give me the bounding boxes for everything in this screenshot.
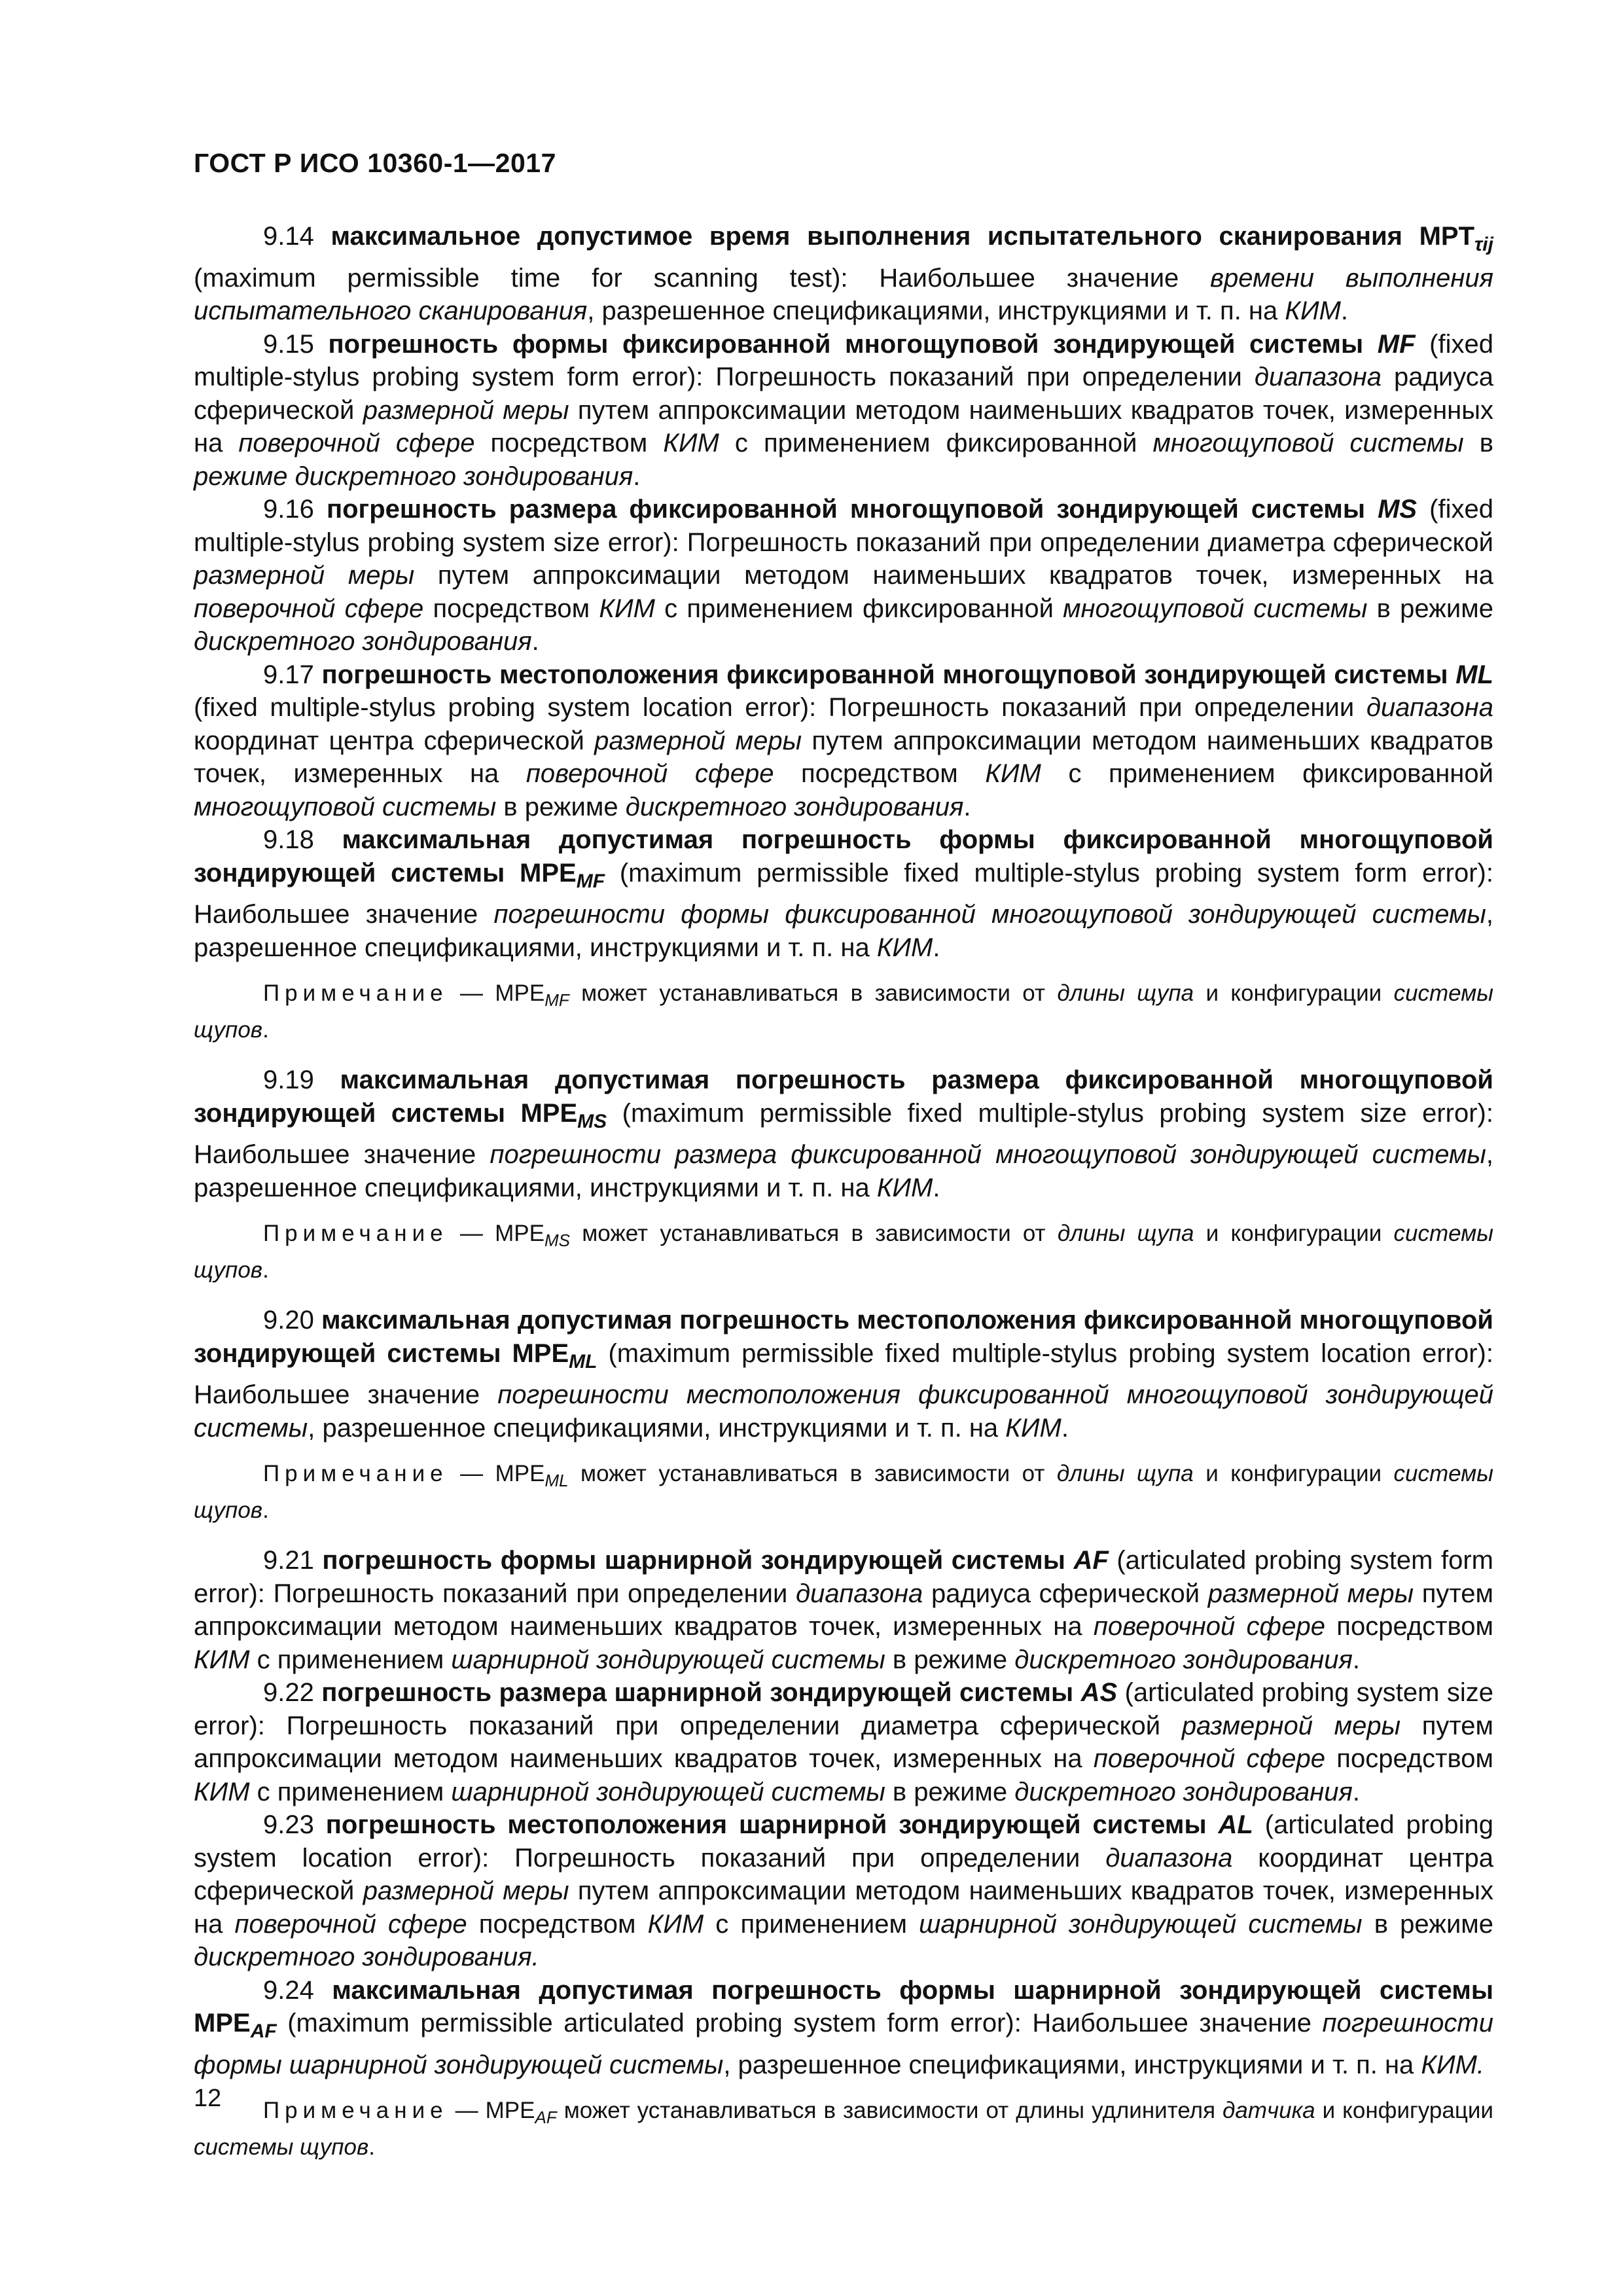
term-symbol: MS: [1378, 495, 1418, 524]
italic-term-ref: длины щупа: [1057, 1221, 1194, 1246]
italic-term-ref: дискретного зондирования: [625, 792, 964, 821]
italic-term-ref: времени выполнения испытательного сканирования: [194, 263, 1493, 325]
text-run: посредством: [1325, 1612, 1494, 1641]
italic-term-ref: режиме дискретного зондирования: [194, 461, 633, 491]
definition-term: погрешность формы шарнирной зондирующей системы: [322, 1546, 1065, 1575]
definition-number: 9.16: [263, 495, 314, 524]
definition-9-20: [194, 1304, 1493, 1444]
term-symbol-main: MPT: [1419, 222, 1475, 251]
italic-term-ref: поверочной сфере: [526, 759, 774, 788]
english-equivalent: (fixed multiple-stylus probing system form error):: [194, 329, 1493, 391]
text-run: в: [1463, 429, 1493, 457]
english-equivalent: (maximum permissible fixed multiple-stylus probing system size error):: [622, 1098, 1493, 1128]
definition-term: погрешность размера шарнирной зондирующей системы: [321, 1678, 1074, 1707]
text-run: .: [262, 1017, 269, 1043]
term-symbol: AS: [1080, 1678, 1118, 1707]
text-run: Наибольшее значение: [194, 900, 494, 929]
term-symbol-subscript: τij: [1474, 234, 1493, 255]
term-symbol: MF: [1377, 329, 1416, 359]
text-run: , разрешенное спецификациями, инструкциями и т. п. на: [194, 900, 1493, 962]
text-run: .: [262, 1257, 269, 1283]
text-run: .: [933, 1173, 940, 1202]
italic-term-ref: погрешности размера фиксированной многощуповой зондирующей системы: [490, 1140, 1486, 1169]
english-equivalent: (fixed multiple-stylus probing system size error):: [194, 495, 1493, 557]
italic-term-ref: КИМ: [985, 759, 1041, 788]
italic-term-ref: размерной меры: [1181, 1711, 1401, 1740]
note-label: Примечание: [263, 1221, 448, 1246]
text-run: .: [368, 2134, 375, 2160]
definition-9-21: [194, 1544, 1493, 1676]
italic-term-ref: размерной меры: [1207, 1579, 1414, 1608]
definition-term: погрешность формы фиксированной многощуповой зондирующей системы: [328, 329, 1364, 359]
italic-term-ref: поверочной сфере: [234, 1909, 467, 1939]
note-symbol: МРЕ: [495, 1461, 545, 1486]
english-equivalent: (articulated probing system location error):: [194, 1810, 1493, 1873]
text-run: Погрешность показаний при определении диаметра сферической: [286, 1711, 1182, 1740]
definition-9-14: [194, 220, 1493, 328]
italic-term-ref: размерной меры: [594, 726, 802, 755]
text-run: в режиме: [1367, 594, 1494, 623]
italic-term-ref: диапазона: [796, 1579, 923, 1608]
text-run: посредством: [467, 1909, 648, 1939]
italic-term-ref: многощуповой системы: [1063, 594, 1368, 623]
text-run: .: [1352, 1777, 1361, 1806]
text-run: Погрешность показаний при определении: [828, 693, 1366, 722]
document-header: ГОСТ Р ИСО 10360-1—2017: [194, 148, 556, 178]
text-run: .: [1352, 1645, 1361, 1674]
note-symbol: МРЕ: [495, 980, 545, 1006]
note: Примечание — $МРЕ_{ML}$ может устанавливаться в зависимости от длины щупа и конфигурации системы щупов.: [194, 1461, 1493, 1523]
text-run: радиуса сферической: [194, 363, 1494, 425]
text-run: путем аппроксимации методом наименьших квадратов точек, измеренных на: [194, 1876, 1494, 1939]
definition-9-15: [194, 328, 1493, 493]
note: Примечание — $МРЕ_{MF}$ может устанавливаться в зависимости от длины щупа и конфигурации системы щупов.: [194, 980, 1494, 1043]
italic-term-ref: многощуповой системы: [1152, 429, 1464, 457]
term-symbol: [194, 2009, 277, 2042]
note: Примечание — $МРЕ_{AF}$ может устанавливаться в зависимости от длины удлинителя датчика и конфигурации системы щупов.: [194, 2098, 1493, 2160]
definition-number: 9.22: [263, 1678, 314, 1707]
text-run: в режиме: [496, 792, 626, 821]
italic-term-ref: поверочной сфере: [1093, 1612, 1326, 1641]
term-symbol-main: MPE: [520, 858, 577, 888]
italic-term-ref: размерной меры: [363, 1876, 569, 1905]
text-run: Наибольшее значение: [194, 1380, 498, 1409]
definition-number: 9.14: [263, 222, 314, 251]
italic-term-ref: КИМ: [876, 933, 933, 962]
text-run: Погрешность показаний при определении: [273, 1579, 796, 1608]
text-run: .: [633, 461, 641, 491]
english-equivalent: (articulated probing system form error):: [194, 1546, 1493, 1608]
italic-term-ref: длины щупа: [1057, 980, 1194, 1006]
definition-9-17: [194, 658, 1493, 824]
italic-term-ref: шарнирной зондирующей системы: [451, 1645, 885, 1674]
note-label: Примечание: [263, 2098, 448, 2123]
text-run: и конфигурации: [1194, 980, 1394, 1006]
english-equivalent: (maximum permissible fixed multiple-stylus probing system form error):: [619, 858, 1493, 888]
text-run: .: [963, 792, 971, 821]
italic-term-ref: погрешности формы шарнирной зондирующей системы: [194, 2009, 1493, 2079]
italic-term-ref: погрешности местоположения фиксированной многощуповой зондирующей системы: [194, 1380, 1493, 1443]
note-symbol: МРЕ: [485, 2098, 535, 2123]
note-label: Примечание: [263, 1461, 448, 1486]
term-symbol-subscript: MS: [577, 1110, 607, 1132]
english-equivalent: (articulated probing system size error):: [194, 1678, 1493, 1740]
text-run: путем аппроксимации методом наименьших квадратов точек, измеренных на: [194, 1711, 1494, 1773]
italic-term-ref: дискретного зондирования.: [194, 1943, 539, 1971]
text-run: Наибольшее значение: [194, 1140, 490, 1169]
definition-term: погрешность размера фиксированной многощуповой зондирующей системы: [326, 495, 1366, 524]
text-run: .: [262, 1498, 269, 1523]
italic-term-ref: размерной меры: [363, 395, 569, 425]
term-symbol: [520, 858, 605, 892]
text-run: Погрешность показаний при определении: [715, 363, 1255, 391]
note-label: Примечание: [263, 980, 448, 1006]
note: Примечание — $МРЕ_{MS}$ может устанавливаться в зависимости от длины щупа и конфигурации системы щупов.: [194, 1221, 1493, 1283]
term-symbol: [512, 1338, 597, 1372]
definition-term: максимальная допустимая погрешность формы фиксированной многощуповой зондирующей системы: [194, 825, 1493, 888]
text-run: и конфигурации: [1315, 2098, 1493, 2123]
term-symbol-subscript: AF: [250, 2020, 277, 2042]
term-symbol-main: MPE: [194, 2009, 251, 2037]
english-equivalent: (fixed multiple-stylus probing system location error):: [194, 693, 829, 722]
text-run: .: [933, 933, 940, 962]
definition-term: максимальная допустимая погрешность размера фиксированной многощуповой зондирующей системы: [194, 1066, 1493, 1128]
italic-term-ref: дискретного зондирования: [1014, 1645, 1353, 1674]
text-run: с применением: [249, 1777, 452, 1806]
definition-9-22: [194, 1676, 1493, 1808]
italic-term-ref: датчика: [1222, 2098, 1315, 2123]
italic-term-ref: КИМ: [1005, 1413, 1061, 1443]
text-run: , разрешенное спецификациями, инструкциями и т. п. на: [723, 2050, 1421, 2079]
definition-term: максимальная допустимая погрешность местоположения фиксированной многощуповой зондирующей системы: [194, 1306, 1493, 1368]
text-run: путем аппроксимации методом наименьших квадратов точек, измеренных на: [194, 726, 1493, 788]
note-symbol-subscript: AF: [535, 2108, 557, 2127]
text-run: путем аппроксимации методом наименьших квадратов точек, измеренных на: [194, 395, 1494, 457]
text-run: может устанавливаться в зависимости от: [569, 980, 1058, 1006]
italic-term-ref: системы щупов: [194, 2134, 369, 2160]
text-run: путем аппроксимации методом наименьших квадратов точек, измеренных на: [194, 1579, 1494, 1641]
text-run: может устанавливаться в зависимости от: [568, 1461, 1057, 1486]
text-run: в режиме: [885, 1777, 1015, 1806]
definition-number: 9.18: [263, 825, 314, 854]
term-symbol-main: MPE: [512, 1338, 569, 1368]
definition-number: 9.24: [263, 1975, 314, 2005]
text-run: с применением фиксированной: [654, 594, 1063, 623]
text-run: посредством: [774, 759, 986, 788]
italic-term-ref: КИМ: [876, 1173, 933, 1202]
italic-term-ref: размерной меры: [194, 561, 415, 590]
italic-term-ref: поверочной сфере: [238, 429, 475, 457]
term-symbol: ML: [1455, 660, 1493, 689]
term-symbol: AL: [1218, 1810, 1253, 1839]
definition-term: погрешность местоположения шарнирной зондирующей системы: [325, 1810, 1207, 1839]
definition-9-23: [194, 1808, 1493, 1974]
text-run: .: [1061, 1413, 1069, 1443]
text-run: с применением фиксированной: [719, 429, 1153, 457]
term-symbol-subscript: ML: [569, 1350, 597, 1372]
italic-term-ref: КИМ: [599, 594, 655, 623]
text-run: посредством: [423, 594, 599, 623]
definition-number: 9.20: [263, 1306, 314, 1335]
term-symbol-main: MPE: [520, 1098, 578, 1128]
text-run: путем аппроксимации методом наименьших квадратов точек, измеренных на: [414, 561, 1493, 590]
italic-term-ref: шарнирной зондирующей системы: [451, 1777, 885, 1806]
text-run: посредством: [474, 429, 664, 457]
term-symbol: [1419, 222, 1493, 255]
text-run: координат центра сферической: [194, 726, 595, 755]
definition-9-19: [194, 1064, 1493, 1204]
text-run: Погрешность показаний при определении: [514, 1843, 1106, 1873]
italic-term-ref: дискретного зондирования: [1014, 1777, 1353, 1806]
text-run: радиуса сферической: [923, 1579, 1208, 1608]
text-run: , разрешенное спецификациями, инструкциями и т. п. на: [587, 296, 1285, 325]
italic-term-ref: системы щупов: [194, 980, 1494, 1043]
note-symbol: МРЕ: [495, 1221, 544, 1246]
definition-term: максимальное допустимое время выполнения испытательного сканирования: [330, 222, 1403, 251]
definitions-list: [194, 220, 1493, 2181]
italic-term-ref: шарнирной зондирующей системы: [919, 1909, 1363, 1939]
italic-term-ref: КИМ.: [1421, 2050, 1485, 2079]
english-equivalent: (maximum permissible time for scanning test):: [194, 263, 880, 293]
text-run: с применением фиксированной: [1041, 759, 1493, 788]
term-symbol-subscript: MF: [576, 870, 605, 892]
text-run: с применением: [249, 1645, 452, 1674]
term-symbol: AF: [1073, 1546, 1109, 1575]
text-run: , разрешенное спецификациями, инструкциями и т. п. на: [194, 1140, 1493, 1202]
definition-number: 9.19: [263, 1066, 314, 1094]
text-run: Наибольшее значение: [1032, 2009, 1323, 2037]
italic-term-ref: диапазона: [1366, 693, 1494, 722]
definition-9-16: [194, 493, 1493, 658]
text-run: координат центра сферической: [194, 1843, 1494, 1905]
text-run: может устанавливаться в зависимости от длины удлинителя: [556, 2098, 1223, 2123]
text-run: может устанавливаться в зависимости от: [569, 1221, 1058, 1246]
definition-number: 9.17: [263, 660, 314, 689]
note-symbol-subscript: MF: [544, 990, 569, 1010]
definition-number: 9.21: [263, 1546, 314, 1575]
italic-term-ref: системы щупов: [194, 1221, 1493, 1283]
italic-term-ref: погрешности формы фиксированной многощуповой зондирующей системы: [493, 900, 1486, 929]
page-number: 12: [194, 2085, 222, 2112]
text-run: .: [531, 627, 539, 656]
text-run: в режиме: [885, 1645, 1015, 1674]
italic-term-ref: КИМ: [663, 429, 719, 457]
italic-term-ref: диапазона: [1105, 1843, 1233, 1873]
text-run: Наибольшее значение: [879, 263, 1211, 293]
note-symbol-subscript: ML: [544, 1471, 569, 1490]
definition-term: погрешность местоположения фиксированной многощуповой зондирующей системы: [321, 660, 1448, 689]
definition-number: 9.15: [263, 329, 314, 359]
text-run: с применением: [704, 1909, 919, 1939]
italic-term-ref: многощуповой системы: [194, 792, 497, 821]
text-run: Погрешность показаний при определении диаметра сферической: [687, 528, 1493, 557]
italic-term-ref: КИМ: [194, 1777, 250, 1806]
text-run: в режиме: [1362, 1909, 1494, 1939]
text-run: .: [1340, 296, 1349, 325]
definition-9-18: [194, 823, 1493, 964]
italic-term-ref: диапазона: [1254, 363, 1382, 391]
term-symbol: [520, 1098, 607, 1132]
definition-term: максимальная допустимая погрешность формы шарнирной зондирующей системы: [332, 1975, 1493, 2005]
italic-term-ref: КИМ: [647, 1909, 704, 1939]
text-run: , разрешенное спецификациями, инструкциями и т. п. на: [308, 1413, 1006, 1443]
italic-term-ref: КИМ: [194, 1645, 250, 1674]
definition-9-24: [194, 1974, 1493, 2082]
note-symbol-subscript: MS: [544, 1230, 570, 1250]
italic-term-ref: поверочной сфере: [1093, 1744, 1326, 1773]
text-run: и конфигурации: [1194, 1221, 1394, 1246]
italic-term-ref: КИМ: [1285, 296, 1341, 325]
english-equivalent: (maximum permissible fixed multiple-stylus probing system location error):: [608, 1338, 1493, 1368]
italic-term-ref: дискретного зондирования: [194, 627, 532, 656]
text-run: и конфигурации: [1193, 1461, 1394, 1486]
definition-number: 9.23: [263, 1810, 314, 1839]
text-run: посредством: [1325, 1744, 1494, 1773]
italic-term-ref: системы щупов: [194, 1461, 1493, 1523]
italic-term-ref: поверочной сфере: [194, 594, 424, 623]
italic-term-ref: длины щупа: [1056, 1461, 1194, 1486]
english-equivalent: (maximum permissible articulated probing system form error):: [287, 2009, 1033, 2037]
